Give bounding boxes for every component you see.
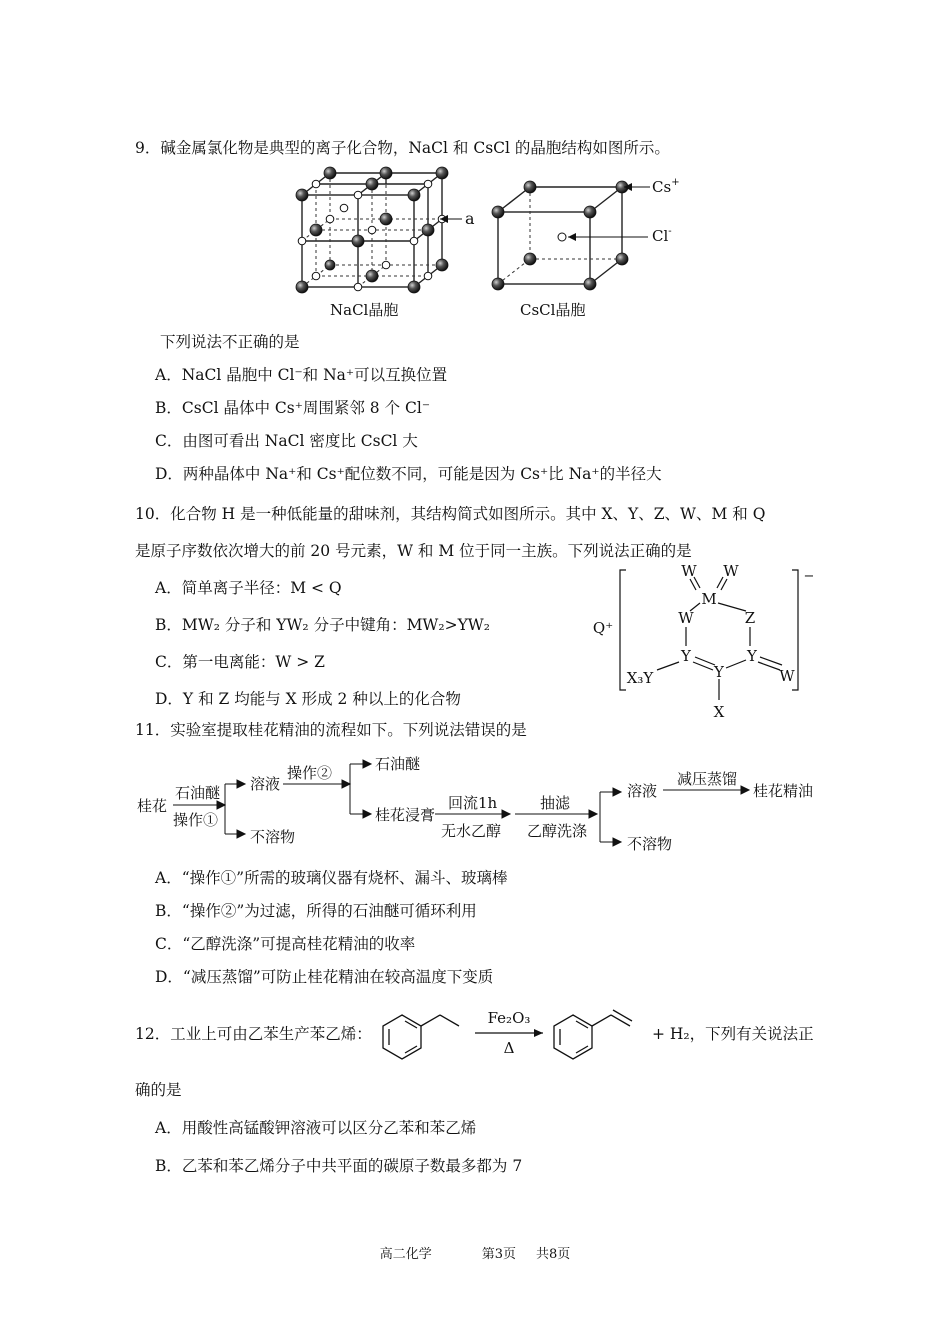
flow-arrow4-bottom: 乙醇洗涤 [527, 822, 588, 840]
flow-solution2: 溶液 [627, 782, 658, 800]
flow-arrow1-bottom: 操作① [173, 811, 219, 829]
flow-insoluble1: 不溶物 [250, 828, 296, 846]
q12-option-b[interactable]: B．乙苯和苯乙烯分子中共平面的碳原子数最多都为 7 [155, 1157, 523, 1175]
page-footer [0, 1247, 950, 1263]
footer-total: 共8页 [536, 1247, 571, 1262]
flow-insoluble2: 不溶物 [627, 835, 673, 853]
anion-charge: − [803, 569, 815, 584]
atom-w-4: W [779, 667, 795, 685]
atom-y-1: Y [681, 647, 691, 665]
q10-stem-line2: 是原子序数依次增大的前 20 号元素，W 和 M 位于同一主族。下列说法正确的是 [135, 542, 692, 560]
atom-z: Z [744, 609, 756, 627]
q10-option-a[interactable]: A．简单离子半径：M < Q [155, 579, 342, 597]
q11-flow-chart [135, 752, 835, 862]
flow-solution1: 溶液 [250, 775, 281, 793]
atom-w-1: W [681, 562, 697, 580]
cation-q: Q⁺ [592, 619, 614, 637]
q11-option-c[interactable]: C．“乙醇洗涤”可提高桂花精油的收率 [155, 935, 416, 953]
label-a: a [465, 209, 475, 228]
q12-reaction-scheme [375, 1000, 675, 1070]
nacl-caption: NaCl晶胞 [330, 301, 399, 319]
flow-ether: 石油醚 [375, 755, 421, 773]
q11-option-d[interactable]: D．“减压蒸馏”可防止桂花精油在较高温度下变质 [155, 968, 494, 986]
flow-arrow3-top: 回流1h [448, 794, 498, 812]
q12-stem-prefix: 12．工业上可由乙苯生产苯乙烯： [135, 1025, 372, 1043]
flow-arrow5-top: 减压蒸馏 [677, 770, 738, 788]
q12-stem-line2: 确的是 [135, 1081, 182, 1099]
atom-w-3: W [678, 609, 694, 627]
q9-question: 下列说法不正确的是 [160, 333, 300, 351]
q9-option-d[interactable]: D．两种晶体中 Na⁺和 Cs⁺配位数不同，可能是因为 Cs⁺比 Na⁺的半径大 [155, 465, 662, 483]
q9-option-c[interactable]: C．由图可看出 NaCl 密度比 CsCl 大 [155, 432, 418, 450]
q10-stem-line1: 10．化合物 H 是一种低能量的甜味剂，其结构简式如图所示。其中 X、Y、Z、W、M 和 Q [135, 505, 766, 523]
flow-arrow4-top: 抽滤 [540, 794, 571, 812]
atom-m: M [701, 590, 717, 608]
q12-option-a[interactable]: A．用酸性高锰酸钾溶液可以区分乙苯和苯乙烯 [155, 1119, 477, 1137]
q11-option-a[interactable]: A．“操作①”所需的玻璃仪器有烧杯、漏斗、玻璃棒 [155, 869, 508, 887]
flow-product: 桂花精油 [753, 782, 814, 800]
atom-x3y: X₃Y [626, 669, 654, 687]
q9-option-b[interactable]: B．CsCl 晶体中 Cs⁺周围紧邻 8 个 Cl⁻ [155, 399, 431, 417]
flow-start: 桂花 [137, 797, 168, 815]
footer-subject: 高二化学 [379, 1247, 432, 1262]
q9-stem: 9．碱金属氯化物是典型的离子化合物，NaCl 和 CsCl 的晶胞结构如图所示。 [135, 139, 670, 157]
q12-stem-suffix: + H₂，下列有关说法正 [652, 1025, 814, 1043]
reagent-top: Fe₂O₃ [487, 1009, 531, 1027]
reagent-bottom: Δ [503, 1039, 515, 1057]
cscl-caption: CsCl晶胞 [520, 301, 586, 319]
atom-y-3: Y [714, 663, 724, 681]
cscl-unit-cell-figure [490, 175, 690, 325]
flow-op2: 操作② [287, 764, 333, 782]
q10-option-c[interactable]: C．第一电离能：W > Z [155, 653, 325, 671]
q11-stem: 11．实验室提取桂花精油的流程如下。下列说法错误的是 [135, 721, 527, 739]
atom-w-2: W [723, 562, 739, 580]
label-cl: Cl- [652, 226, 672, 245]
q10-option-d[interactable]: D．Y 和 Z 均能与 X 形成 2 种以上的化合物 [155, 690, 461, 708]
atom-y-2: Y [747, 647, 757, 665]
flow-arrow1-top: 石油醚 [175, 784, 221, 802]
flow-extract: 桂花浸膏 [375, 806, 436, 824]
atom-x: X [713, 703, 725, 721]
q11-option-b[interactable]: B．“操作②”为过滤，所得的石油醚可循环利用 [155, 902, 477, 920]
label-cs: Cs+ [652, 177, 680, 196]
q10-option-b[interactable]: B．MW₂ 分子和 YW₂ 分子中键角：MW₂>YW₂ [155, 616, 490, 634]
nacl-unit-cell-figure [290, 165, 490, 325]
q9-option-a[interactable]: A．NaCl 晶胞中 Cl⁻和 Na⁺可以互换位置 [155, 366, 448, 384]
flow-arrow3-bottom: 无水乙醇 [441, 822, 502, 840]
footer-page: 第3页 [481, 1247, 516, 1262]
q10-structure-figure [590, 560, 820, 725]
